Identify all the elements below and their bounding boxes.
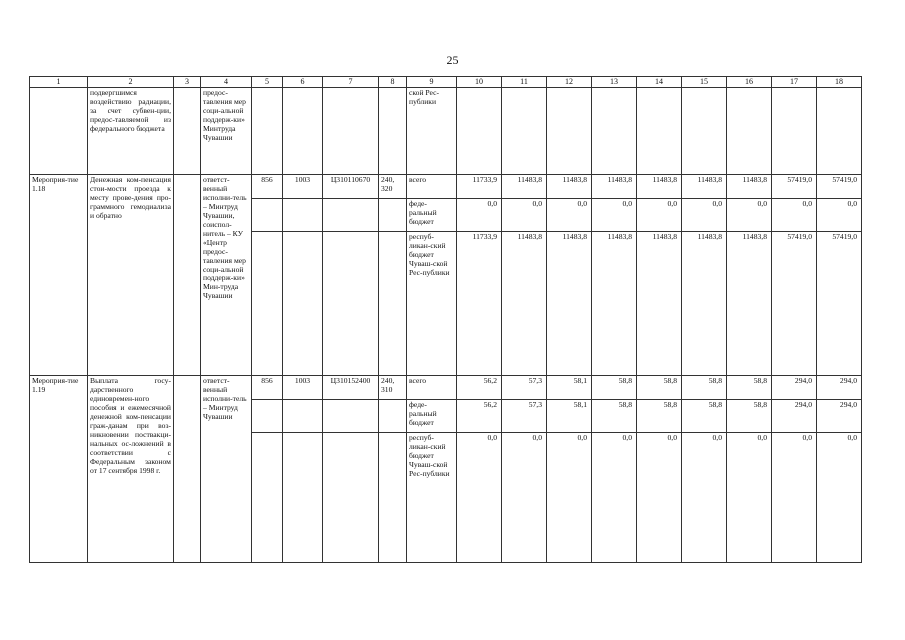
value-cell: 57,3 — [502, 400, 547, 433]
value-cell: 58,1 — [547, 376, 592, 400]
column-header: 15 — [682, 77, 727, 88]
column-header: 13 — [592, 77, 637, 88]
value-cell: 294,0 — [817, 376, 862, 400]
value-cell: 57419,0 — [817, 175, 862, 199]
value-cell: 57419,0 — [772, 175, 817, 199]
value-cell: 294,0 — [772, 400, 817, 433]
value-cell: 0,0 — [592, 199, 637, 232]
value-cell: 56,2 — [457, 400, 502, 433]
value-cell: 0,0 — [817, 433, 862, 563]
value-cell: 294,0 — [772, 376, 817, 400]
column-header: 14 — [637, 77, 682, 88]
value-cell: 57,3 — [502, 376, 547, 400]
value-cell: 57419,0 — [772, 232, 817, 376]
csr-code: Ц310152400 — [323, 376, 379, 400]
table-row — [30, 376, 862, 400]
value-cell: 0,0 — [457, 433, 502, 563]
executor-text: ответст-венный исполни-тель – Минтруд Чувашии — [201, 376, 252, 563]
value-cell: 0,0 — [637, 433, 682, 563]
value-cell: 57419,0 — [817, 232, 862, 376]
column-header: 10 — [457, 77, 502, 88]
column-header: 17 — [772, 77, 817, 88]
funding-source: респуб-ликан-ский бюджет Чуваш-ской Рес-публики — [407, 232, 457, 376]
vr-code: 240, 320 — [379, 175, 407, 199]
measure-name: подвергшимся воздействию радиации, за счет субвен-ции, предос-тавляемой из федерального бюджета — [88, 88, 174, 175]
page-number: 25 — [446, 53, 459, 67]
measure-code: Мероприя-тие 1.18 — [30, 175, 88, 376]
value-cell: 11483,8 — [502, 232, 547, 376]
value-cell: 11483,8 — [682, 232, 727, 376]
executor-text: предос-тавления мер соци-альной поддерж-ки» Минтруда Чувашии — [201, 88, 252, 175]
column-header: 8 — [379, 77, 407, 88]
column-header: 9 — [407, 77, 457, 88]
grbs-code: 856 — [252, 175, 283, 199]
value-cell: 11483,8 — [637, 175, 682, 199]
csr-code: Ц310110670 — [323, 175, 379, 199]
value-cell: 0,0 — [727, 433, 772, 563]
column-header: 4 — [201, 77, 252, 88]
column-header: 7 — [323, 77, 379, 88]
grbs-code: 856 — [252, 376, 283, 400]
value-cell: 11483,8 — [637, 232, 682, 376]
rzpr-code: 1003 — [283, 376, 323, 400]
value-cell: 58,8 — [682, 376, 727, 400]
column-header: 6 — [283, 77, 323, 88]
executor-text: ответст-венный исполни-тель – Минтруд Чувашии, соиспол-нитель – КУ «Центр предос-тавления мер соци-альной поддерж-ки» Мин-труда Чувашии — [201, 175, 252, 376]
value-cell: 11483,8 — [592, 175, 637, 199]
value-cell: 56,2 — [457, 376, 502, 400]
rzpr-code: 1003 — [283, 175, 323, 199]
value-cell: 58,1 — [547, 400, 592, 433]
value-cell: 0,0 — [727, 199, 772, 232]
value-cell: 0,0 — [682, 199, 727, 232]
value-cell: 58,8 — [637, 376, 682, 400]
column-header: 3 — [174, 77, 201, 88]
value-cell: 11483,8 — [502, 175, 547, 199]
program-measures-table — [29, 76, 862, 563]
table-row — [30, 175, 862, 199]
value-cell: 11733,9 — [457, 232, 502, 376]
value-cell: 11483,8 — [547, 232, 592, 376]
value-cell: 11483,8 — [547, 175, 592, 199]
value-cell: 11483,8 — [727, 232, 772, 376]
vr-code: 240, 310 — [379, 376, 407, 400]
value-cell: 0,0 — [637, 199, 682, 232]
value-cell: 58,8 — [727, 400, 772, 433]
value-cell: 294,0 — [817, 400, 862, 433]
value-cell: 0,0 — [547, 199, 592, 232]
value-cell: 0,0 — [502, 199, 547, 232]
measure-name: Выплата госу-дарственного единовремен-ного пособия и ежемесячной денежной ком-пенсации граж-данам при воз-никновении поствакци-нальных ос-ложнений в соответствии с Федеральным законом от 17 сентября 1998 г. — [88, 376, 174, 563]
funding-source: феде-ральный бюджет — [407, 199, 457, 232]
column-header: 18 — [817, 77, 862, 88]
funding-source: ской Рес-публики — [407, 88, 457, 175]
funding-source: феде-ральный бюджет — [407, 400, 457, 433]
value-cell: 0,0 — [457, 199, 502, 232]
column-header: 2 — [88, 77, 174, 88]
column-header: 12 — [547, 77, 592, 88]
value-cell: 58,8 — [637, 400, 682, 433]
value-cell: 0,0 — [772, 433, 817, 563]
value-cell: 58,8 — [727, 376, 772, 400]
value-cell: 11733,9 — [457, 175, 502, 199]
column-number-row — [30, 77, 862, 88]
measure-name: Денежная ком-пенсация стои-мости проезда к месту прове-дения про-граммного гемодиализа и обратно — [88, 175, 174, 376]
value-cell: 11483,8 — [592, 232, 637, 376]
value-cell: 11483,8 — [727, 175, 772, 199]
measure-code: Мероприя-тие 1.19 — [30, 376, 88, 563]
funding-source: всего — [407, 175, 457, 199]
column-header: 1 — [30, 77, 88, 88]
value-cell: 58,8 — [592, 400, 637, 433]
value-cell: 0,0 — [817, 199, 862, 232]
column-header: 5 — [252, 77, 283, 88]
column-header: 11 — [502, 77, 547, 88]
funding-source: респуб-ликан-ский бюджет Чуваш-ской Рес-публики — [407, 433, 457, 563]
value-cell: 0,0 — [772, 199, 817, 232]
value-cell: 58,8 — [682, 400, 727, 433]
value-cell: 0,0 — [502, 433, 547, 563]
funding-source: всего — [407, 376, 457, 400]
continuation-row — [30, 88, 862, 175]
value-cell: 0,0 — [547, 433, 592, 563]
value-cell: 11483,8 — [682, 175, 727, 199]
value-cell: 58,8 — [592, 376, 637, 400]
value-cell: 0,0 — [592, 433, 637, 563]
column-header: 16 — [727, 77, 772, 88]
value-cell: 0,0 — [682, 433, 727, 563]
